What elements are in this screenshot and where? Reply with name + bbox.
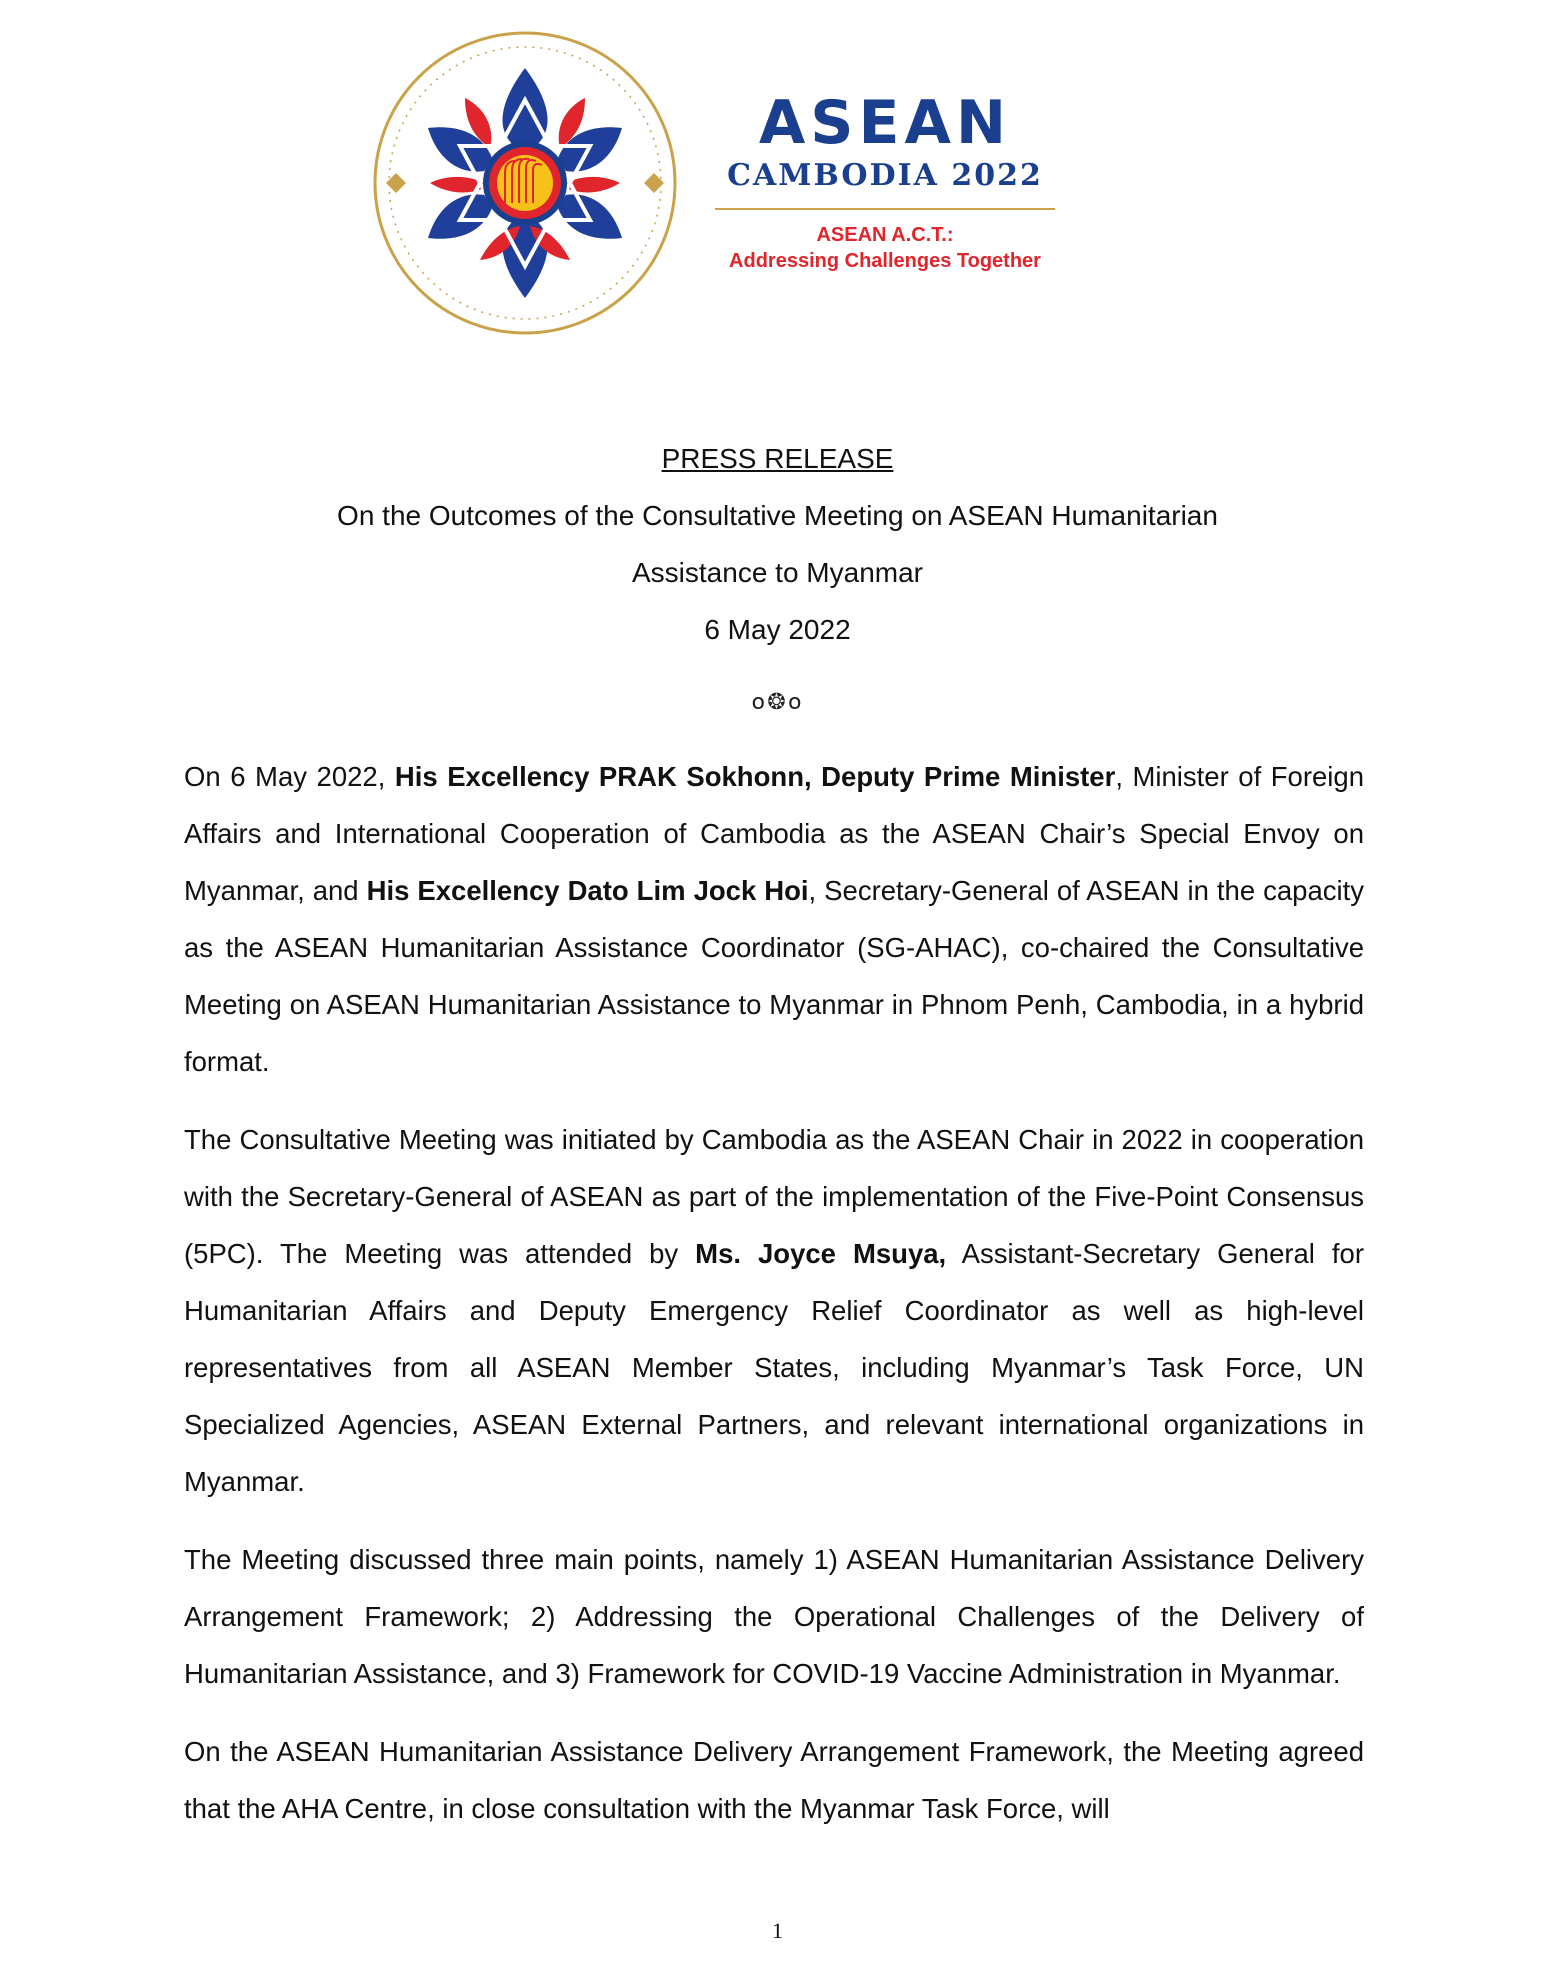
paragraph-3: The Meeting discussed three main points, namely 1) ASEAN Humanitarian Assistance Delivery Arrangement Framework; 2) Addressing the Operational Challenges of the Delivery of Humanitarian Assistance, and 3) Framework for COVID-19 Vaccine Administration in Myanmar. (184, 1544, 1364, 1689)
paragraph-2 (184, 1111, 1364, 1510)
body-text (184, 748, 1364, 1858)
p2-text-c: Assistant-Secretary General for Humanitarian Affairs and Deputy Emergency Relief Coordinator as well as high-level representatives from all ASEAN Member States, including Myanmar’s Task Force, UN Specialized Agencies, ASEAN External Partners, and relevant international organizations in Myanmar. (184, 1238, 1365, 1497)
brand-divider (715, 208, 1055, 210)
brand-subtitle: CAMBODIA 2022 (727, 158, 1043, 193)
press-release-label: PRESS RELEASE (661, 443, 894, 474)
header-logo (370, 28, 1070, 338)
asean-cambodia-emblem (370, 28, 680, 338)
title-date: 6 May 2022 (704, 614, 851, 645)
title-block (160, 430, 1395, 658)
brand-theme-line1: ASEAN A.C.T.: (816, 224, 954, 246)
brand-asean: ASEAN (758, 88, 1012, 158)
p2-bold-msuya: Ms. Joyce Msuya, (695, 1238, 947, 1269)
title-line-2: Assistance to Myanmar (632, 557, 923, 588)
p1-text-e: , Secretary-General of ASEAN in the capacity as the ASEAN Humanitarian Assistance Coordinator (SG-AHAC), co-chaired the Consultative Meeting on ASEAN Humanitarian Assistance to Myanmar in Phnom Penh, Cambodia, in a hybrid format. (184, 875, 1364, 1077)
page-number: 1 (772, 1918, 783, 1943)
p1-bold-lim: His Excellency Dato Lim Jock Hoi (366, 875, 809, 906)
p1-text-a: On 6 May 2022, (184, 761, 395, 792)
p1-text-c: , Minister of Foreign Affairs and International Cooperation of Cambodia as the ASEAN Chair’s Special Envoy on Myanmar, and (184, 761, 1364, 906)
title-line-1: On the Outcomes of the Consultative Meeting on ASEAN Humanitarian (337, 500, 1218, 531)
p1-bold-prak: His Excellency PRAK Sokhonn, Deputy Prime Minister (394, 761, 1116, 792)
brand-wordmark (715, 90, 1055, 274)
brand-theme-line2: Addressing Challenges Together (729, 250, 1041, 272)
paragraph-1 (184, 748, 1364, 1090)
ornament-divider: ໐❂໐ (751, 690, 804, 715)
p2-text-a: The Consultative Meeting was initiated by Cambodia as the ASEAN Chair in 2022 in cooperation with the Secretary-General of ASEAN as part of the implementation of the Five-Point Consensus (5PC). The Meeting was attended by (184, 1124, 1364, 1269)
paragraph-4: On the ASEAN Humanitarian Assistance Delivery Arrangement Framework, the Meeting agreed that the AHA Centre, in close consultation with the Myanmar Task Force, will (184, 1736, 1364, 1824)
